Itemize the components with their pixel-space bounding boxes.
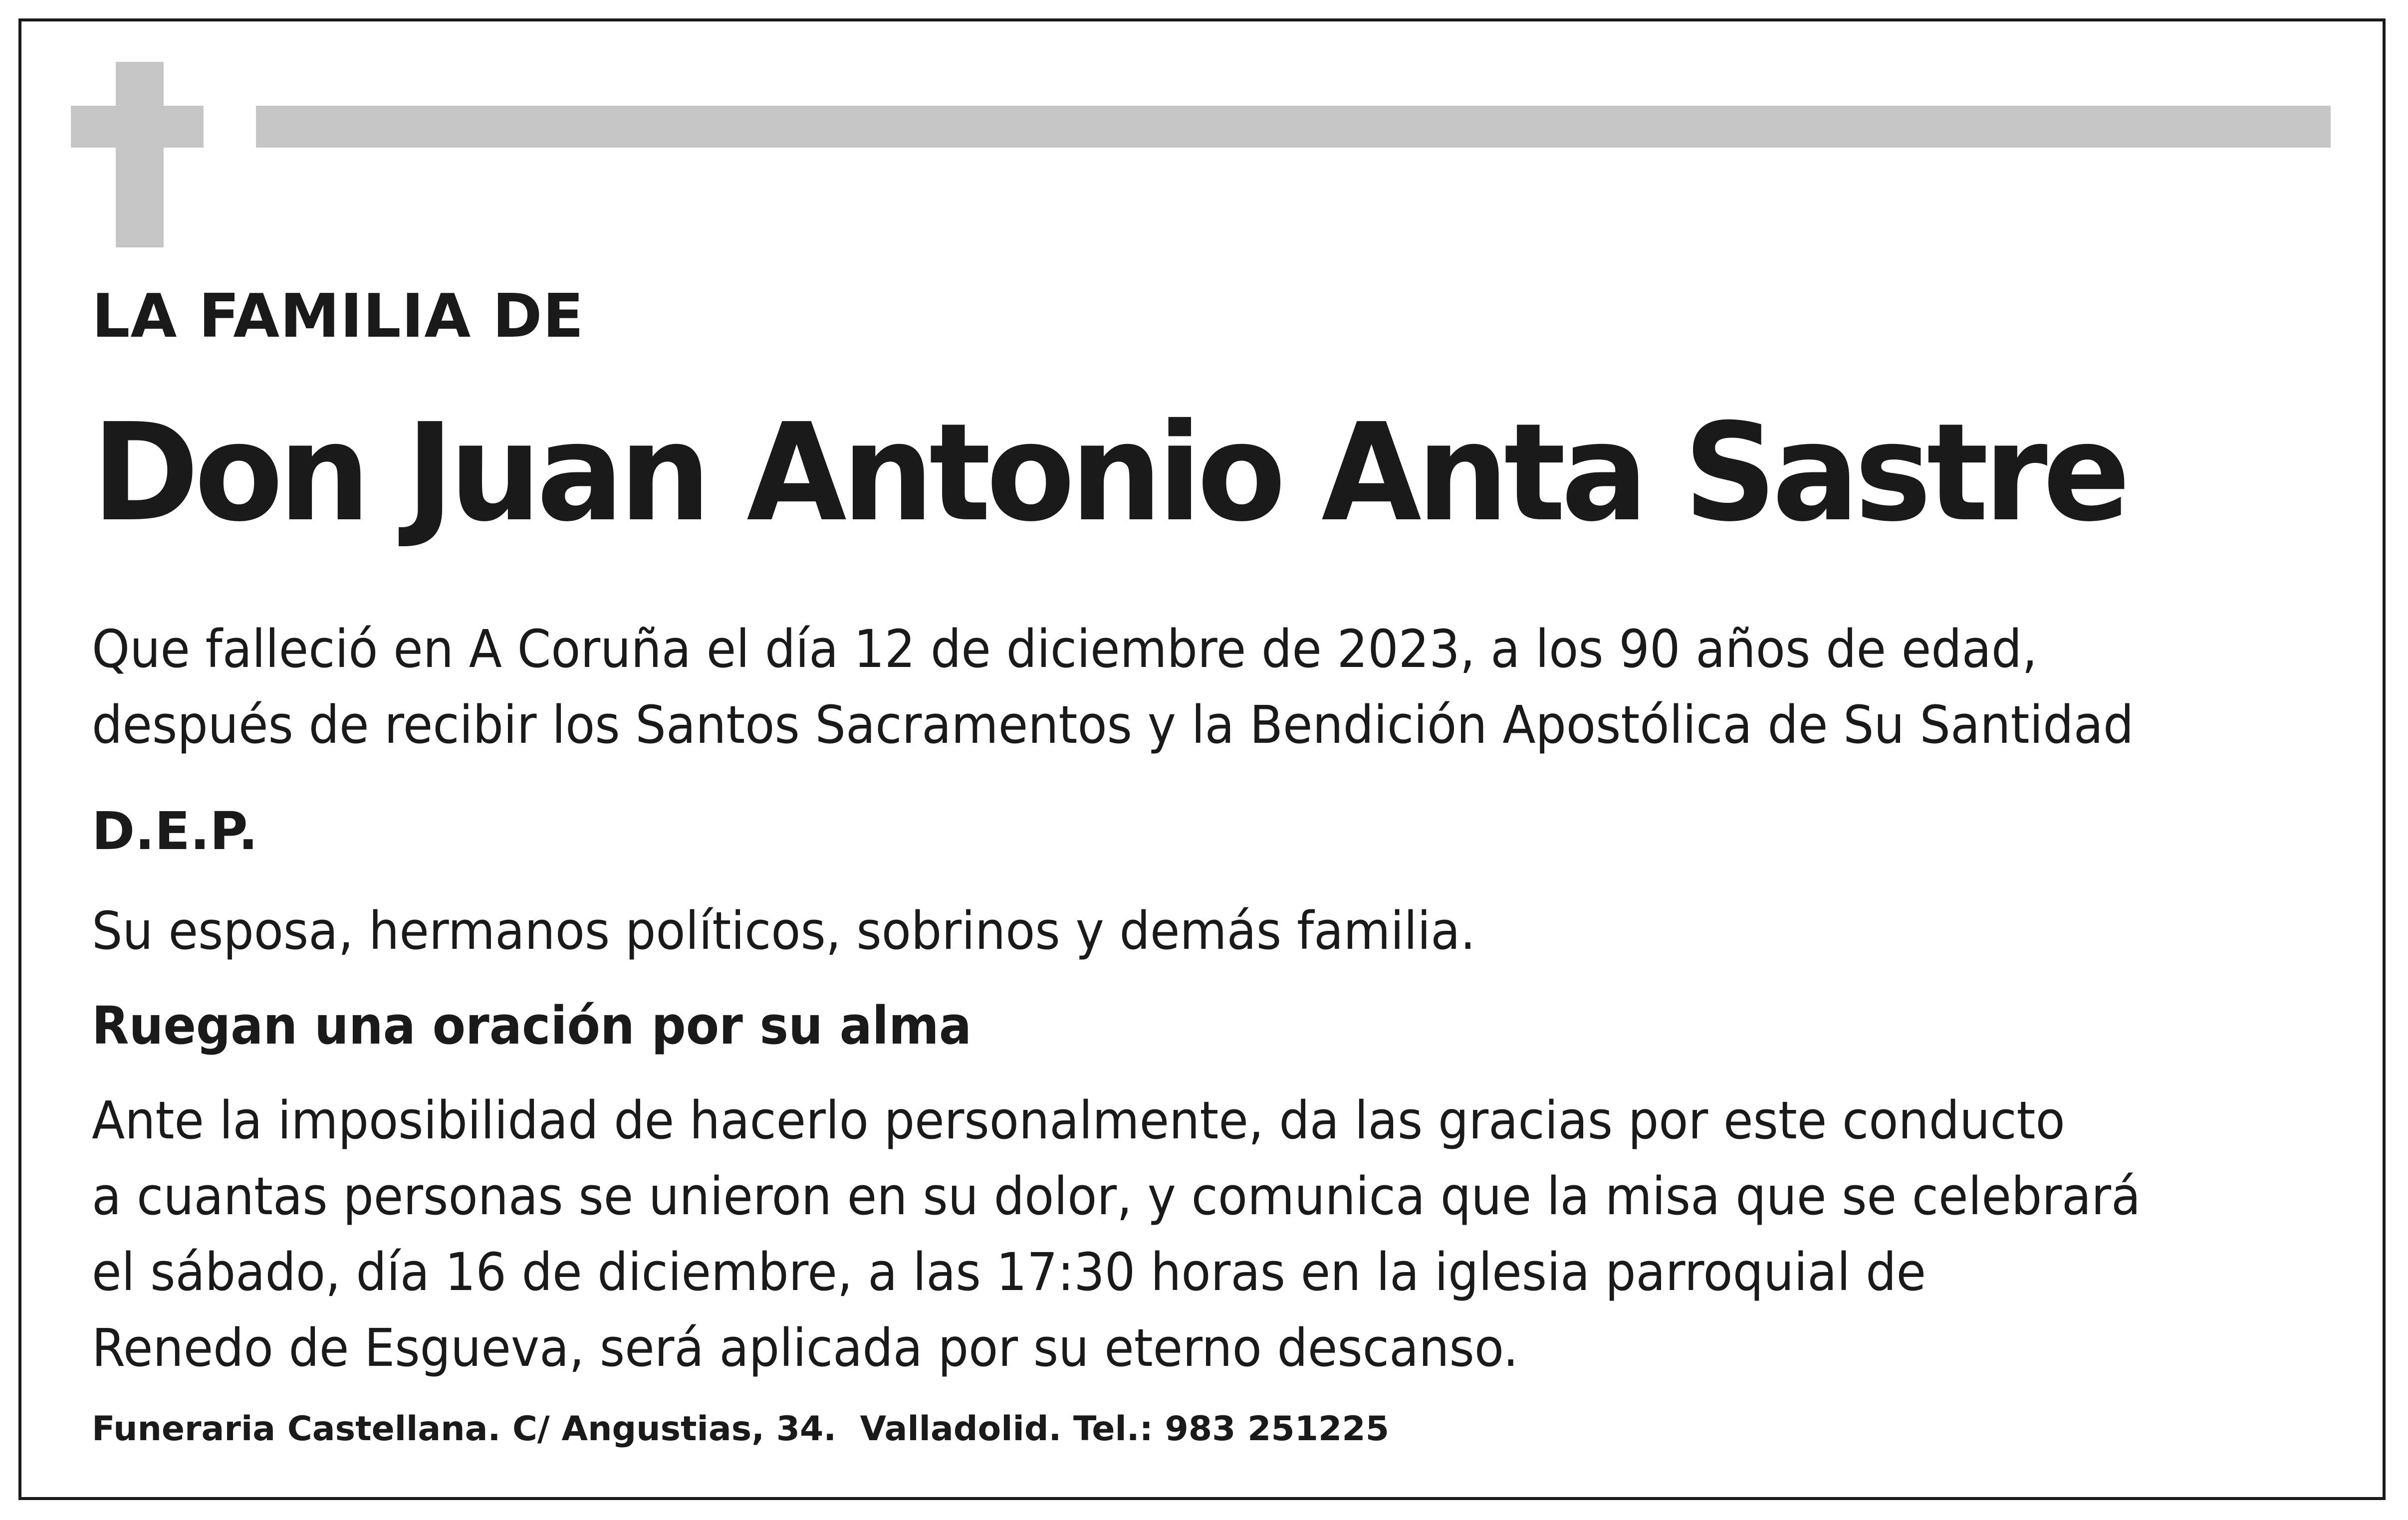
- cross-vertical-beam: [116, 62, 164, 247]
- header-rule: [256, 106, 2331, 148]
- thanks-line: el sábado, día 16 de diciembre, a las 17:30 horas en la iglesia parroquial de: [92, 1242, 1926, 1303]
- family-label: LA FAMILIA DE: [92, 282, 584, 351]
- rip-label: D.E.P.: [92, 801, 258, 862]
- thanks-line: Renedo de Esgueva, será aplicada por su eterno descanso.: [92, 1317, 1519, 1378]
- cross-horizontal-beam: [71, 106, 204, 148]
- prayer-request: Ruegan una oración por su alma: [92, 995, 972, 1056]
- funeral-home-info: Funeraria Castellana. C/ Angustias, 34. Valladolid. Tel.: 983 251225: [92, 1409, 1390, 1449]
- deceased-name: Don Juan Antonio Anta Sastre: [92, 394, 2126, 551]
- mourners-text: Su esposa, hermanos políticos, sobrinos y demás familia.: [92, 900, 1476, 961]
- thanks-line: a cuantas personas se unieron en su dolor, y comunica que la misa que se celebrará: [92, 1166, 2141, 1227]
- thanks-text: [92, 1083, 2141, 1386]
- thanks-line: Ante la imposibilidad de hacerlo personalmente, da las gracias por este conducto: [92, 1090, 2065, 1151]
- death-notice-line: después de recibir los Santos Sacramentos y la Bendición Apostólica de Su Santidad: [92, 694, 2134, 755]
- death-notice-line: Que falleció en A Coruña el día 12 de diciembre de 2023, a los 90 años de edad,: [92, 619, 2038, 679]
- death-notice: [92, 611, 2134, 763]
